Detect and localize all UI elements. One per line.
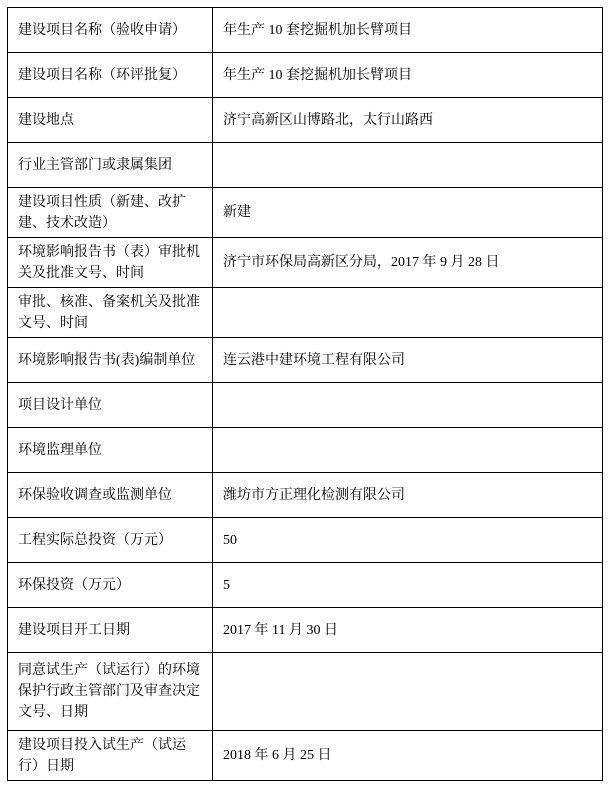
- table-row: [8, 383, 603, 428]
- row-label-industry-authority: 行业主管部门或隶属集团: [8, 143, 213, 188]
- table-row: [8, 563, 603, 608]
- table-row: [8, 473, 603, 518]
- table-row: [8, 653, 603, 731]
- row-value-environmental-supervision-unit: [213, 428, 603, 473]
- row-value-eia-approval-authority: 济宁市环保局高新区分局，2017 年 9 月 28 日: [213, 238, 603, 288]
- row-value-trial-production-approval-authority: [213, 653, 603, 731]
- row-value-actual-total-investment: 50: [213, 518, 603, 563]
- row-label-environmental-investment: 环保投资（万元）: [8, 563, 213, 608]
- row-label-actual-total-investment: 工程实际总投资（万元）: [8, 518, 213, 563]
- table-row: [8, 518, 603, 563]
- table-row: [8, 608, 603, 653]
- project-info-table: [7, 7, 603, 781]
- table-row: [8, 188, 603, 238]
- row-value-environmental-investment: 5: [213, 563, 603, 608]
- table-row: [8, 143, 603, 188]
- row-label-trial-production-approval-authority: 同意试生产（试运行）的环境保护行政主管部门及审查决定文号、日期: [8, 653, 213, 731]
- row-label-project-name-eia-approval: 建设项目名称（环评批复）: [8, 53, 213, 98]
- row-value-approval-filing-authority: [213, 288, 603, 338]
- row-value-acceptance-monitoring-unit: 潍坊市方正理化检测有限公司: [213, 473, 603, 518]
- table-row: [8, 98, 603, 143]
- row-value-construction-site: 济宁高新区山博路北，太行山路西: [213, 98, 603, 143]
- row-value-construction-start-date: 2017 年 11 月 30 日: [213, 608, 603, 653]
- table-row: [8, 53, 603, 98]
- table-row: [8, 428, 603, 473]
- table-row: [8, 288, 603, 338]
- row-value-project-name-eia-approval: 年生产 10 套挖掘机加长臂项目: [213, 53, 603, 98]
- row-label-environmental-supervision-unit: 环境监理单位: [8, 428, 213, 473]
- row-value-industry-authority: [213, 143, 603, 188]
- row-value-trial-production-start-date: 2018 年 6 月 25 日: [213, 731, 603, 781]
- row-label-acceptance-monitoring-unit: 环保验收调查或监测单位: [8, 473, 213, 518]
- table-row: [8, 8, 603, 53]
- row-label-trial-production-start-date: 建设项目投入试生产（试运行）日期: [8, 731, 213, 781]
- row-value-project-name-acceptance: 年生产 10 套挖掘机加长臂项目: [213, 8, 603, 53]
- row-value-design-unit: [213, 383, 603, 428]
- row-label-project-name-acceptance: 建设项目名称（验收申请）: [8, 8, 213, 53]
- row-label-construction-start-date: 建设项目开工日期: [8, 608, 213, 653]
- row-label-project-nature: 建设项目性质（新建、改扩建、技术改造）: [8, 188, 213, 238]
- table-row: [8, 238, 603, 288]
- table-row: [8, 731, 603, 781]
- row-label-eia-report-compiler: 环境影响报告书(表)编制单位: [8, 338, 213, 383]
- row-label-construction-site: 建设地点: [8, 98, 213, 143]
- row-label-eia-approval-authority: 环境影响报告书（表）审批机关及批准文号、时间: [8, 238, 213, 288]
- row-label-design-unit: 项目设计单位: [8, 383, 213, 428]
- row-value-eia-report-compiler: 连云港中建环境工程有限公司: [213, 338, 603, 383]
- table-row: [8, 338, 603, 383]
- row-label-approval-filing-authority: 审批、核准、备案机关及批准文号、时间: [8, 288, 213, 338]
- row-value-project-nature: 新建: [213, 188, 603, 238]
